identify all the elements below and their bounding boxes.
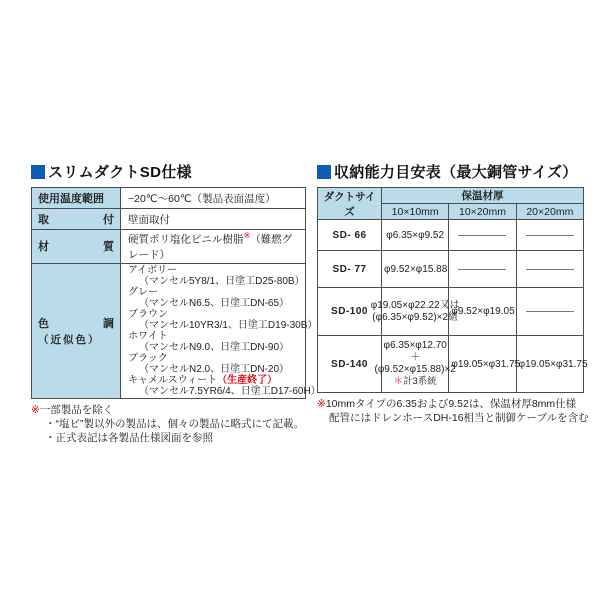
spec-value-color-list [121,263,321,398]
capacity-cell-empty [516,220,583,251]
spec-section [31,162,321,445]
color-entry: グレー （マンセルN6.5、日塗工DN-65） [128,286,290,309]
table-row-sd100 [318,288,584,336]
color-entry: ブラック （マンセルN2.0、日塗工DN-20） [128,352,290,375]
spec-label-text: 色 [38,317,49,330]
spec-row-temperature [32,188,306,209]
discontinued-badge: （生産終了） [217,374,278,386]
color-entry-discontinued: キャメルスウィート（生産終了） （マンセル7.5YR6/4、日塗工D17-60H） [128,374,321,397]
duct-size-cell: SD-100 [318,288,382,336]
color-entry: ホワイト （マンセルN9.0、日塗工DN-90） [128,330,290,353]
spec-value-material [121,230,306,264]
capacity-section-title [317,162,584,181]
spec-label-material [32,230,121,264]
blue-square-icon [317,165,331,179]
spec-footnote: ※一部製品を除く ・“塩ビ”製以外の製品は、個々の製品に略式にて記載。 ・正式表記は各製品仕様図面を参照 [31,403,304,444]
capacity-cell: φ19.05×φ31.75 [516,336,583,393]
spec-label-text: 材 [38,241,49,254]
spec-label-text: （近似色） [38,333,101,346]
spec-value-temperature [121,188,306,209]
capacity-table [317,187,588,393]
duct-size-header: ダクトサイズ [318,188,382,220]
spec-label-text: 付 [103,214,114,226]
spec-row-color-tone [32,263,306,398]
no-value-dash [526,311,574,312]
capacity-title-text: 収納能力目安表（最大銅管サイズ） [334,164,578,181]
spec-label-text: 質 [103,241,114,254]
spec-table [31,187,321,399]
spec-label-text: 調 [103,317,114,330]
spec-section-title [31,162,306,181]
table-row-sd66 [318,220,584,251]
no-value-dash [458,235,506,236]
table-row-sd140 [318,336,584,393]
spec-value-text: （難燃グレード） [128,233,293,261]
spec-title-text: スリムダクトSD仕様 [48,164,192,181]
capacity-cell: φ19.05×φ31.75 [449,336,516,393]
blue-square-icon [31,165,45,179]
capacity-cell: φ9.52×φ15.88 [382,251,449,288]
spec-value-mounting [121,209,306,230]
spec-row-mounting [32,209,306,230]
spec-label-text: 使用温度範囲 [38,193,104,205]
capacity-header-row-1 [318,188,584,204]
color-entry: アイボリー （マンセル5Y8/1、日塗工D25-80B） [128,264,305,287]
spec-value-text: −20℃～60℃（製品表面温度） [128,192,276,205]
spec-row-material [32,230,306,264]
spec-label-color-tone [32,263,121,398]
systems-note: ＊計3系統 [393,376,437,387]
column-header: 10×20mm [449,204,516,220]
table-row-sd77 [318,251,584,288]
footnote-line: 配管にはドレンホースDH-16相当と制御ケーブルを含む [329,412,589,424]
duct-size-cell: SD- 77 [318,251,382,288]
capacity-cell-empty [516,251,583,288]
capacity-section [317,162,589,425]
capacity-cell-empty [449,220,516,251]
reference-asterisk: ※ [243,231,251,240]
footnote-bullet: ・“塩ビ”製以外の製品は、個々の製品に略式にて記載。 [45,417,304,430]
column-header: 20×20mm [516,204,583,220]
spec-label-mounting [32,209,121,230]
capacity-cell: φ6.35×φ9.52 [382,220,449,251]
spec-value-text: 硬質ポリ塩化ビニル樹脂 [128,233,244,246]
spec-value-text: 壁面取付 [128,213,170,226]
duct-size-cell: SD- 66 [318,220,382,251]
capacity-footnote: ※10mmタイプの6.35および9.52は、保温材厚8mm仕様 配管にはドレンホースDH-16相当と制御ケーブルを含む [317,398,589,424]
footnote-asterisk: ※ [317,398,326,410]
color-entry: ブラウン （マンセル10YR3/1、日塗工D19-30B） [128,308,318,331]
footnote-bullet: ・正式表記は各製品仕様図面を参照 [45,431,213,444]
no-value-dash [526,269,574,270]
no-value-dash [526,235,574,236]
insulation-group-header: 保温材厚 [382,188,584,204]
spec-label-text: 取 [38,214,49,226]
capacity-cell-empty [449,251,516,288]
no-value-dash [458,269,506,270]
capacity-cell: φ19.05×φ22.22又は (φ6.35×φ9.52)×2組 [382,288,449,336]
duct-size-cell: SD-140 [318,336,382,393]
capacity-cell-empty [516,288,583,336]
footnote-asterisk: ※ [31,403,40,416]
capacity-cell: φ9.52×φ19.05 [449,288,516,336]
column-header: 10×10mm [382,204,449,220]
capacity-cell: φ6.35×φ12.70 ＋ (φ9.52×φ15.88)×2 ＊計3系統 [382,336,449,393]
spec-label-temperature [32,188,121,209]
